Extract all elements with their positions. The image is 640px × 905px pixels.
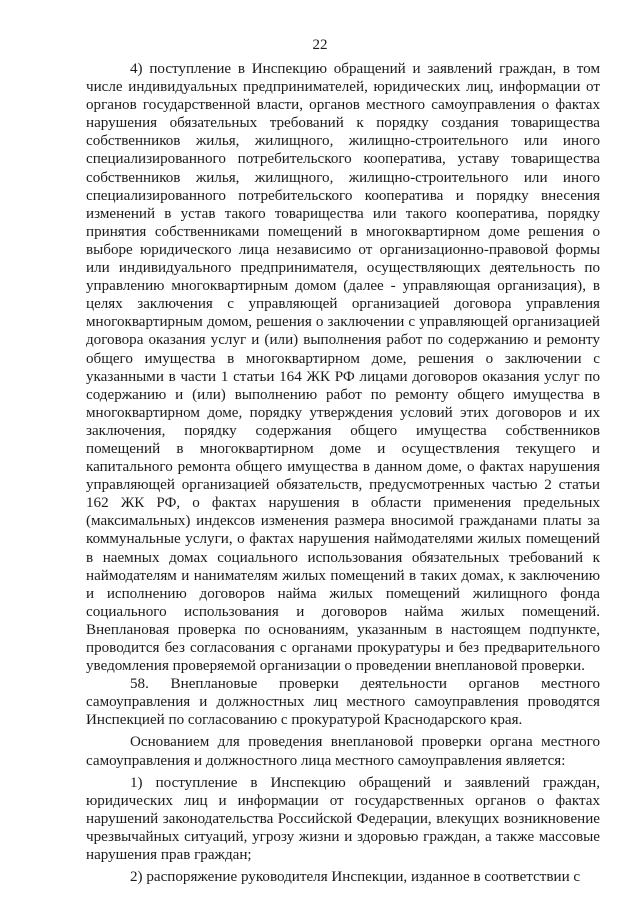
paragraph-grounds-intro: Основанием для проведения внеплановой проверки органа местного самоуправления и должностного лица местного самоуправления является:: [86, 734, 600, 769]
paragraph-ground-1: 1) поступление в Инспекцию обращений и заявлений граждан, юридических лиц и информации от государственных органов о фактах нарушений законодательства Российской Федерации, влекущих возникновение чрезвычайных ситуаций, угрозу жизни и здоровью граждан, а также массовые нарушения прав граждан;: [86, 774, 600, 864]
paragraph-ground-2: 2) распоряжение руководителя Инспекции, изданное в соответствии с: [130, 869, 581, 886]
document-body: [86, 60, 600, 886]
paragraph-clause-58: 58. Внеплановые проверки деятельности органов местного самоуправления и должностных лиц местного самоуправления проводятся Инспекцией по согласованию с прокуратурой Краснодарского края.: [86, 676, 600, 729]
paragraph-subpoint-4: 4) поступление в Инспекцию обращений и заявлений граждан, в том числе индивидуальных предпринимателей, юридических лиц, информации от органов государственной власти, органов местного самоуправления о фактах нарушения обязательных требований к порядку создания товарищества собственников жилья, жилищного, жилищно-строительного или иного специализированного потребительского кооператива, уставу товарищества собственников жилья, жилищного, жилищно-строительного или иного специализированного потребительского кооператива и порядку внесения изменений в устав такого товарищества или такого кооператива, порядку принятия собственниками помещений в многоквартирном доме решения о выборе юридического лица независимо от организационно-правовой формы или индивидуального предпринимателя, осуществляющих деятельность по управлению многоквартирным домом (далее - управляющая организация), в целях заключения с управляющей организацией договора управления многоквартирным домом, решения о заключении с управляющей организацией договора оказания услуг и (или) выполнения работ по содержанию и ремонту общего имущества в многоквартирном доме, решения о заключении с указанными в части 1 статьи 164 ЖК РФ лицами договоров оказания услуг по содержанию и (или) выполнению работ по ремонту общего имущества в многоквартирном доме, порядку утверждения условий этих договоров и их заключения, порядку содержания общего имущества собственников помещений в многоквартирном доме и осуществления текущего и капитального ремонта общего имущества в данном доме, о фактах нарушения управляющей организацией обязательств, предусмотренных частью 2 статьи 162 ЖК РФ, о фактах нарушения в области применения предельных (максимальных) индексов изменения размера вносимой гражданами платы за коммунальные услуги, о фактах нарушения наймодателями жилых помещений в наемных домах социального использования обязательных требований к наймодателям и нанимателям жилых помещений в таких домах, к заключению и исполнению договоров найма жилых помещений жилищного фонда социального использования и договоров найма жилых помещений. Внеплановая проверка по основаниям, указанным в настоящем подпункте, проводится без согласования с органами прокуратуры и без предварительного уведомления проверяемой организации о проведении внеплановой проверки.: [86, 61, 600, 675]
page-number: 22: [312, 37, 328, 53]
